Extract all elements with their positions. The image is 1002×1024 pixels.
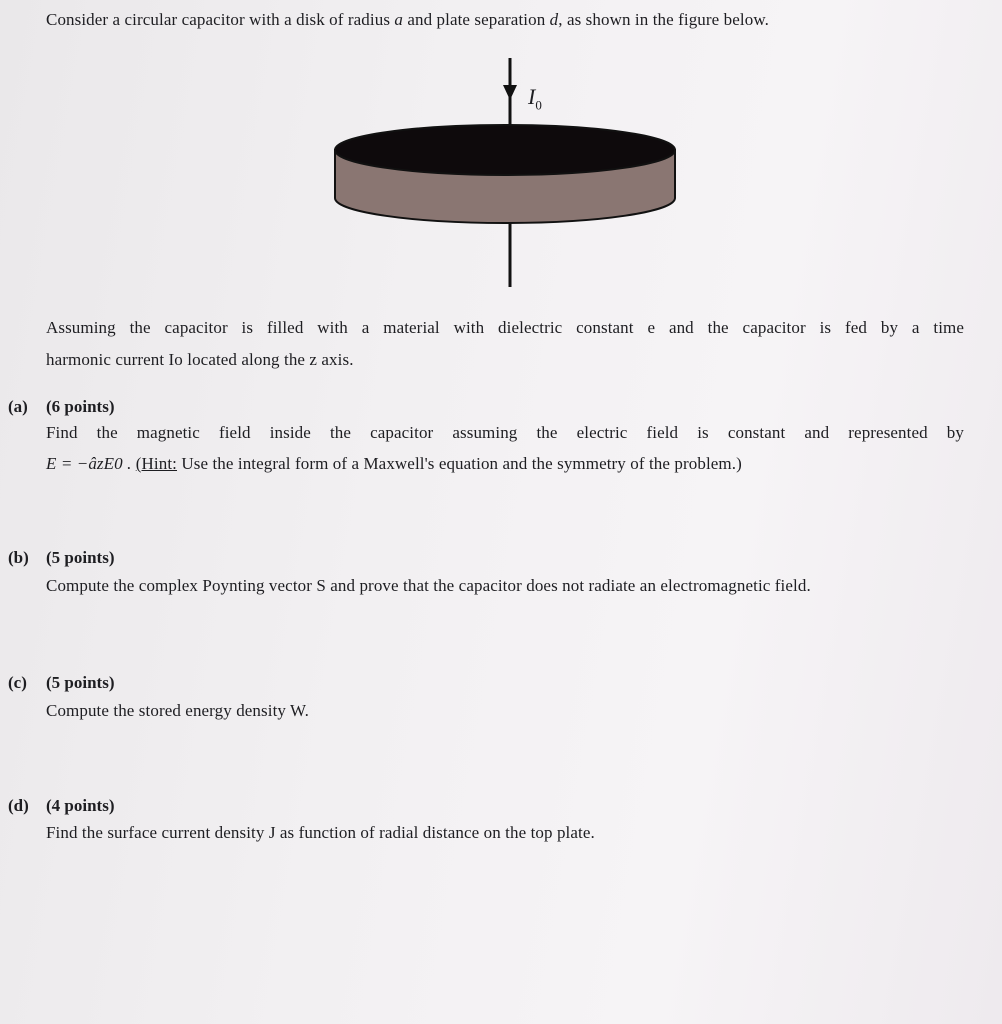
intro-var-d: d (549, 10, 559, 29)
assumption-line-2: harmonic current Io located along the z axis. (46, 350, 354, 369)
part-b-points: (5 points) (46, 548, 115, 567)
current-symbol: I (528, 84, 536, 109)
part-b-label: (b) (8, 548, 29, 567)
part-d-points: (4 points) (46, 796, 115, 815)
part-a-label: (a) (8, 397, 28, 416)
part-c-label: (c) (8, 673, 27, 692)
current-label (528, 84, 542, 113)
part-c-points: (5 points) (46, 673, 115, 692)
intro-middle: and plate separation (403, 10, 550, 29)
intro-suffix: , as shown in the figure below. (558, 10, 769, 29)
part-a-hint-label: (Hint: (135, 454, 178, 473)
top-plate (335, 125, 675, 175)
part-a-points: (6 points) (46, 397, 115, 416)
part-d-label: (d) (8, 796, 29, 815)
intro-text (46, 10, 769, 30)
part-c-line-1: Compute the stored energy density W. (46, 701, 309, 720)
assumption-line-1: Assuming the capacitor is filled with a material with dielectric constant e and the capacitor is fed by a time (46, 318, 964, 337)
capacitor-figure (330, 50, 680, 295)
current-arrow (503, 85, 517, 100)
part-a-hint-text: Use the integral form of a Maxwell's equation and the symmetry of the problem.) (181, 454, 742, 473)
part-a-math: E = −âzE0 . (46, 454, 132, 473)
intro-var-a: a (394, 10, 403, 29)
intro-prefix: Consider a circular capacitor with a disk of radius (46, 10, 395, 29)
current-subscript: 0 (535, 97, 542, 113)
part-b-line-1: Compute the complex Poynting vector S and prove that the capacitor does not radiate an electromagnetic field. (46, 576, 811, 595)
part-d-line-1: Find the surface current density J as function of radial distance on the top plate. (46, 823, 595, 842)
part-a-line-1: Find the magnetic field inside the capacitor assuming the electric field is constant and represented by (46, 423, 964, 442)
part-a-line-2 (46, 454, 742, 474)
